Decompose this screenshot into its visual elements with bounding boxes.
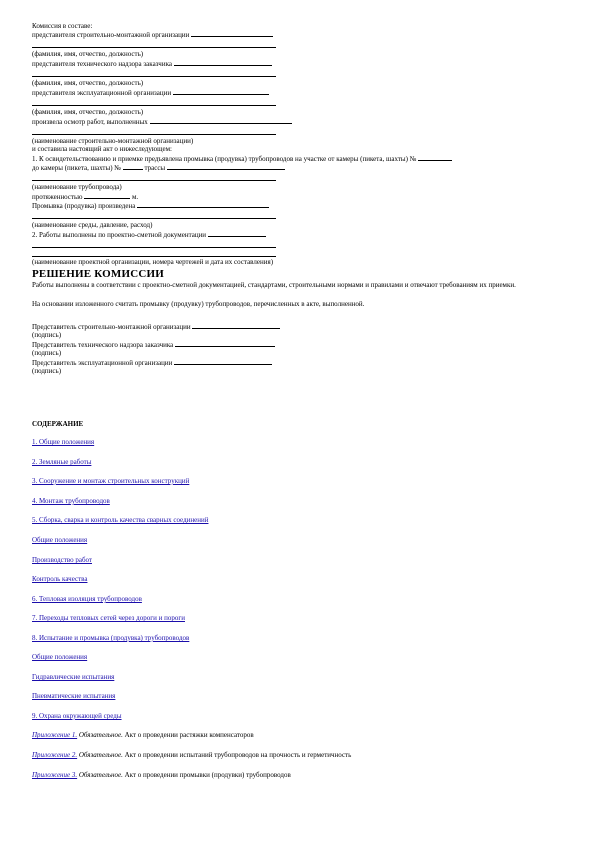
- item1-route-field[interactable]: [167, 163, 285, 170]
- decision-text-2: На основании изложенного считать промывку (продувку) трубопроводов, перечисленных в акте, выполненной.: [32, 300, 365, 308]
- toc-item[interactable]: [32, 653, 87, 661]
- appendix-kind: Обязательное.: [78, 731, 123, 739]
- producer-field[interactable]: [150, 117, 292, 124]
- project-underline-1[interactable]: [32, 247, 276, 248]
- name-underline-1[interactable]: [32, 47, 276, 48]
- appendix-kind: Обязательное.: [78, 771, 123, 779]
- toc-link[interactable]: 5. Сборка, сварка и контроль качества сварных соединений: [32, 516, 209, 524]
- toc-item[interactable]: [32, 458, 91, 466]
- toc-item[interactable]: [32, 575, 87, 583]
- toc-item[interactable]: [32, 634, 189, 642]
- toc-link[interactable]: Производство работ: [32, 556, 92, 564]
- toc-item[interactable]: [32, 692, 115, 700]
- length-field[interactable]: [84, 192, 130, 199]
- producer-label: произвела осмотр работ, выполненных: [32, 118, 148, 126]
- item2-field[interactable]: [208, 230, 266, 237]
- appendix-link[interactable]: Приложение 3.: [32, 771, 78, 779]
- toc-link[interactable]: 2. Земляные работы: [32, 458, 92, 466]
- toc-link[interactable]: 1. Общие положения: [32, 438, 95, 446]
- toc-appendix: [32, 771, 291, 779]
- length-label: протяженностью: [32, 193, 83, 201]
- sig-tech-label: Представитель технического надзора заказчика: [32, 341, 174, 349]
- sig-caption-2: (подпись): [32, 349, 62, 357]
- commission-intro: Комиссия в составе:: [32, 22, 93, 30]
- length-unit: м.: [131, 193, 139, 201]
- appendix-title: Акт о проведении испытаний трубопроводов на прочность и герметичность: [124, 751, 352, 759]
- toc-link[interactable]: 4. Монтаж трубопроводов: [32, 497, 110, 505]
- toc-link[interactable]: 6. Тепловая изоляция трубопроводов: [32, 595, 142, 603]
- caption-medium: (наименование среды, давление, расход): [32, 221, 153, 229]
- sig-operating-field[interactable]: [174, 358, 272, 365]
- toc-item[interactable]: [32, 614, 185, 622]
- sig-operating-line: [32, 358, 272, 367]
- appendix-link[interactable]: Приложение 1.: [32, 731, 78, 739]
- name-underline-2[interactable]: [32, 76, 276, 77]
- length-line: [32, 192, 138, 201]
- caption-org: (наименование строительно-монтажной организации): [32, 137, 194, 145]
- toc-link[interactable]: 8. Испытание и промывка (продувка) трубопроводов: [32, 634, 190, 642]
- caption-project: (наименование проектной организации, номера чертежей и дата их составления): [32, 258, 274, 266]
- appendix-title: Акт о проведении промывки (продувки) трубопроводов: [124, 771, 291, 779]
- producer-line: [32, 117, 292, 126]
- item1-line2: [32, 163, 285, 172]
- appendix-kind: Обязательное.: [78, 751, 123, 759]
- rep-operating-field[interactable]: [173, 88, 269, 95]
- sig-caption-1: (подпись): [32, 331, 62, 339]
- toc-link[interactable]: 9. Охрана окружающей среды: [32, 712, 122, 720]
- toc-item[interactable]: [32, 477, 189, 485]
- sig-caption-3: (подпись): [32, 367, 62, 375]
- toc-link[interactable]: Общие положения: [32, 653, 88, 661]
- item2-line: [32, 230, 266, 239]
- toc-link[interactable]: 3. Сооружение и монтаж строительных конструкций: [32, 477, 190, 485]
- rep-tech-field[interactable]: [174, 59, 272, 66]
- sig-construction-label: Представитель строительно-монтажной организации: [32, 323, 191, 331]
- item2-text: 2. Работы выполнены по проектно-сметной документации: [32, 231, 207, 239]
- name-underline-3[interactable]: [32, 105, 276, 106]
- decision-title: РЕШЕНИЕ КОМИССИИ: [32, 268, 165, 280]
- decision-text: Работы выполнены в соответствии с проектно-сметной документацией, стандартами, строительными нормами и правилами и отвечают требованиям их приемки.: [32, 281, 516, 289]
- toc-item[interactable]: [32, 673, 114, 681]
- rep-operating-label: представителя эксплуатационной организации: [32, 89, 172, 97]
- rep-construction-line: [32, 30, 273, 39]
- rep-construction-field[interactable]: [191, 30, 273, 37]
- appendix-title: Акт о проведении растяжки компенсаторов: [124, 731, 254, 739]
- toc-item[interactable]: [32, 497, 110, 505]
- item1-line1: [32, 154, 452, 163]
- rep-tech-label: представителя технического надзора заказчика: [32, 60, 172, 68]
- toc-item[interactable]: [32, 536, 87, 544]
- caption-name-3: (фамилия, имя, отчество, должность): [32, 108, 144, 116]
- flushing-field[interactable]: [137, 201, 269, 208]
- caption-name-2: (фамилия, имя, отчество, должность): [32, 79, 144, 87]
- flushing-line: [32, 201, 269, 210]
- flushing-label: Промывка (продувка) произведена: [32, 202, 136, 210]
- toc-link[interactable]: Гидравлические испытания: [32, 673, 115, 681]
- sig-construction-line: [32, 322, 280, 331]
- rep-operating-line: [32, 88, 269, 97]
- project-underline-2[interactable]: [32, 256, 276, 257]
- org-underline[interactable]: [32, 134, 276, 135]
- pipeline-underline[interactable]: [32, 180, 276, 181]
- sig-tech-field[interactable]: [175, 340, 275, 347]
- toc-appendix: [32, 751, 351, 759]
- item1-chamber-from-field[interactable]: [418, 154, 452, 161]
- toc-appendix: [32, 731, 254, 739]
- toc-link[interactable]: Контроль качества: [32, 575, 88, 583]
- rep-construction-label: представителя строительно-монтажной организации: [32, 31, 190, 39]
- appendix-link[interactable]: Приложение 2.: [32, 751, 78, 759]
- toc-item[interactable]: [32, 712, 122, 720]
- sig-tech-line: [32, 340, 275, 349]
- sig-operating-label: Представитель эксплуатационной организации: [32, 359, 173, 367]
- sig-construction-field[interactable]: [192, 322, 280, 329]
- item1-chamber-to-field[interactable]: [123, 163, 143, 170]
- toc-item[interactable]: [32, 556, 92, 564]
- drew-up-line: и составила настоящий акт о нижеследующем:: [32, 145, 172, 153]
- item1-to-label: до камеры (пикета, шахты) №: [32, 164, 121, 172]
- toc-item[interactable]: [32, 516, 208, 524]
- toc-link[interactable]: Пневматические испытания: [32, 692, 116, 700]
- medium-underline[interactable]: [32, 218, 276, 219]
- toc-title: СОДЕРЖАНИЕ: [32, 420, 84, 428]
- item1-text: 1. К освидетельствованию и приемке предъявлена промывка (продувка) трубопроводов на участке от камеры (пикета, шахты) №: [32, 155, 417, 163]
- toc-item[interactable]: [32, 438, 94, 446]
- item1-route-label: трассы: [144, 164, 166, 172]
- toc-item[interactable]: [32, 595, 142, 603]
- toc-link[interactable]: Общие положения: [32, 536, 88, 544]
- caption-name-1: (фамилия, имя, отчество, должность): [32, 50, 144, 58]
- toc-link[interactable]: 7. Переходы тепловых сетей через дороги и пороги: [32, 614, 185, 622]
- caption-pipeline: (наименование трубопровода): [32, 183, 122, 191]
- rep-tech-line: [32, 59, 272, 68]
